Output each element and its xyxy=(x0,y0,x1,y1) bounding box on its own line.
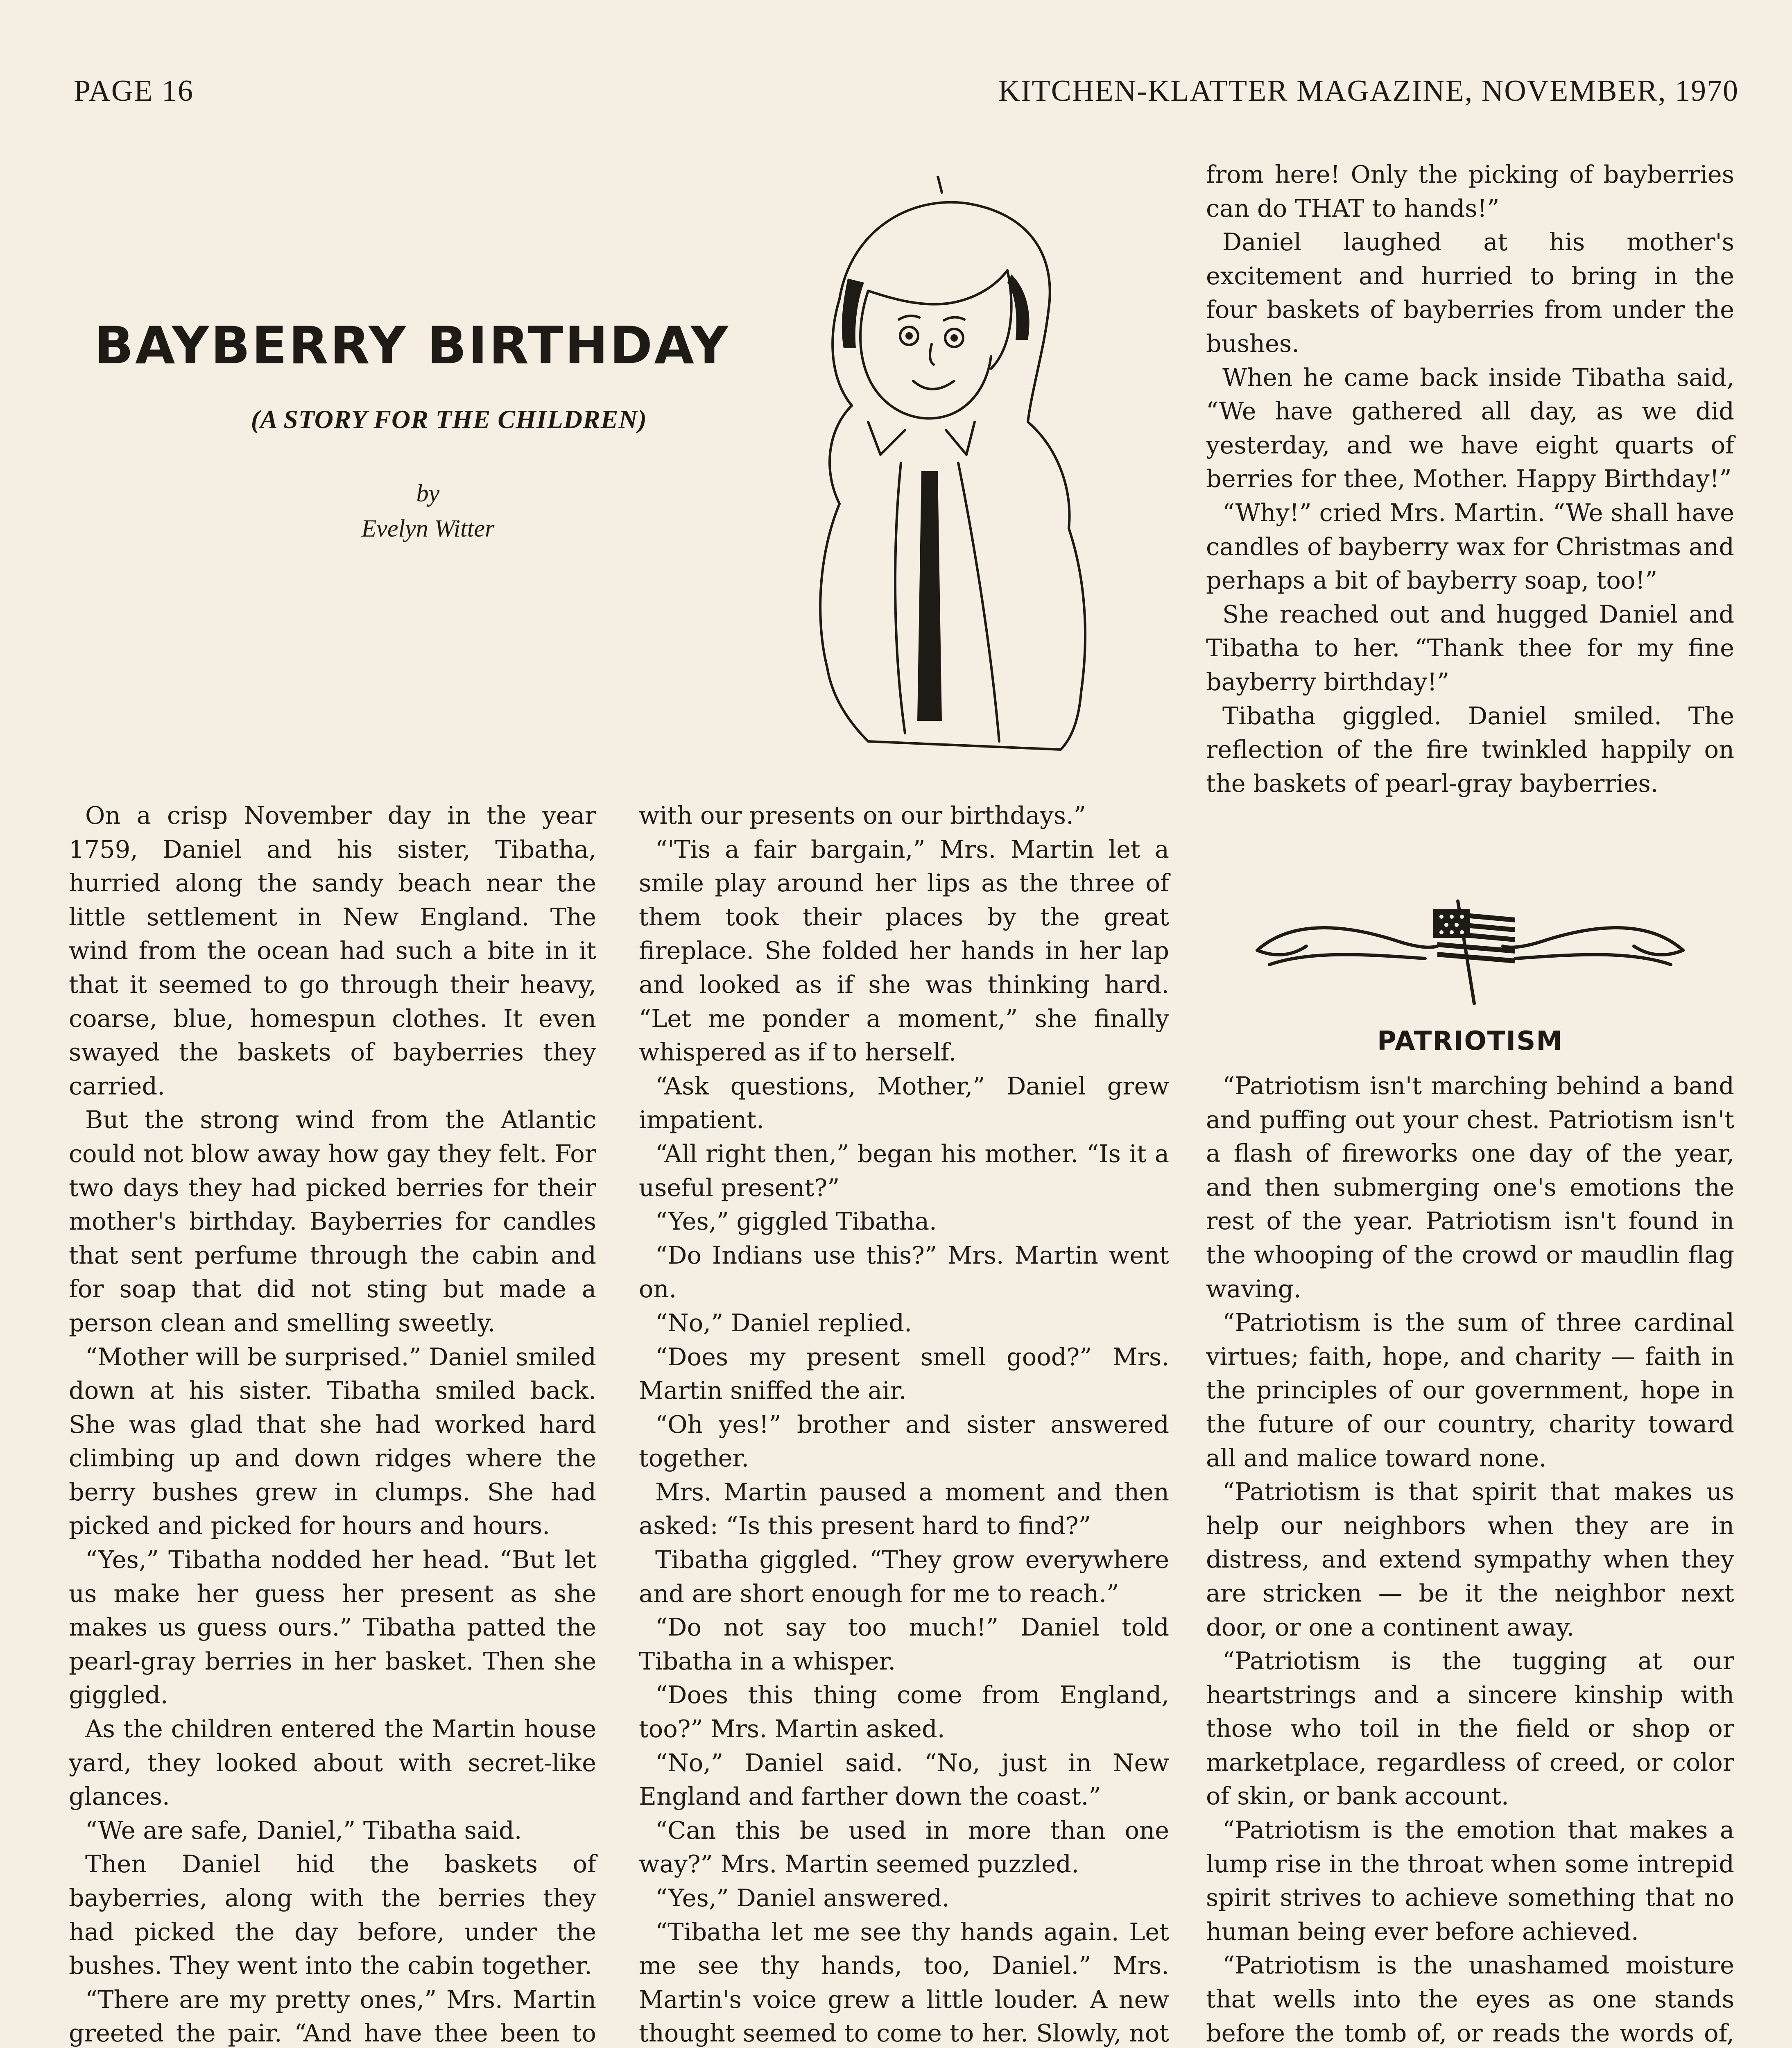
story-paragraph: with our presents on our birthdays.” xyxy=(639,801,1086,829)
patriotism-title: PATRIOTISM xyxy=(1377,1026,1563,1056)
story-paragraph: “Do Indians use this?” Mrs. Martin went on. xyxy=(639,1241,1169,1303)
story-paragraph: Tibatha giggled. Daniel smiled. The reflection of the fire twinkled happily on the baskets of pearl-gray bayberries. xyxy=(1206,701,1734,797)
pilgrim-girl-illustration xyxy=(745,176,1147,754)
story-paragraph: “All right then,” began his mother. “Is it a useful present?” xyxy=(639,1139,1169,1202)
story-column-2 xyxy=(639,799,1169,2048)
story-title: BAYBERRY BIRTHDAY xyxy=(94,315,730,376)
story-paragraph: “Why!” cried Mrs. Martin. “We shall have candles of bayberry wax for Christmas and perhaps a bit of bayberry soap, too!” xyxy=(1206,498,1734,595)
story-paragraph: “Do not say too much!” Daniel told Tibatha in a whisper. xyxy=(639,1613,1169,1675)
story-paragraph: “We are safe, Daniel,” Tibatha said. xyxy=(85,1816,522,1844)
story-paragraph: Then Daniel hid the baskets of bayberries, along with the berries they had picked the day before, under the bushes. They went into the cabin together. xyxy=(69,1850,596,1980)
byline xyxy=(94,476,647,546)
flag-ornament-icon xyxy=(1245,893,1695,1008)
story-paragraph: “No,” Daniel replied. xyxy=(655,1308,912,1337)
story-paragraph: from here! Only the picking of bayberries can do THAT to hands!” xyxy=(1206,160,1734,222)
story-paragraph: She reached out and hugged Daniel and Tibatha to her. “Thank thee for my fine bayberry birthday!” xyxy=(1206,600,1734,696)
story-paragraph: “Tibatha let me see thy hands again. Let me see thy hands, too, Daniel.” Mrs. Martin's voice grew a little louder. A new thought seemed to come to her. Slowly, not xyxy=(639,1917,1169,2048)
story-paragraph: “Yes,” giggled Tibatha. xyxy=(655,1207,937,1236)
story-paragraph: But the strong wind from the Atlantic could not blow away how gay they felt. For two days they had picked berries for their mother's birthday. Bayberries for candles that sent perfume through the cabin and for soap that did not sting but made a person clean and smelling sweetly. xyxy=(69,1106,596,1337)
story-paragraph: “Mother will be surprised.” Daniel smiled down at his sister. Tibatha smiled back. She was glad that she had worked hard climbing up and down ridges where the berry bushes grew in clumps. She had picked and picked for hours and hours. xyxy=(69,1342,596,1540)
story-paragraph: “Ask questions, Mother,” Daniel grew impatient. xyxy=(639,1072,1169,1134)
story-column-1 xyxy=(69,799,596,2048)
byline-by: by xyxy=(416,480,440,507)
patriotism-paragraph: “Patriotism is the sum of three cardinal virtues; faith, hope, and charity — faith in the principles of our government, hope in the future of our country, charity toward all and malice toward none. xyxy=(1206,1308,1734,1472)
patriotism-paragraph: “Patriotism is the unashamed moisture that wells into the eyes as one stands before the tomb of, or reads the words of, xyxy=(1206,1951,1734,2047)
page-number: PAGE 16 xyxy=(74,74,194,108)
story-paragraph: “'Tis a fair bargain,” Mrs. Martin let a smile play around her lips as the three of them took their places by the great fireplace. She folded her hands in her lap and looked as if she was thinking hard. “Let me ponder a moment,” she finally whispered as if to herself. xyxy=(639,835,1169,1067)
story-paragraph: “Can this be used in more than one way?” Mrs. Martin seemed puzzled. xyxy=(639,1816,1169,1878)
story-paragraph: When he came back inside Tibatha said, “We have gathered all day, as we did yesterday, and we have eight quarts of berries for thee, Mother. Happy Birthday!” xyxy=(1206,363,1734,493)
story-title-block xyxy=(94,315,730,546)
story-paragraph: “Does this thing come from England, too?” Mrs. Martin asked. xyxy=(639,1681,1169,1743)
story-paragraph: Daniel laughed at his mother's excitement and hurried to bring in the four baskets of bayberries from under the bushes. xyxy=(1206,228,1734,358)
story-paragraph: “Yes,” Tibatha nodded her head. “But let us make her guess her present as she makes us guess ours.” Tibatha patted the pearl-gray berries in her basket. Then she giggled. xyxy=(69,1545,596,1709)
story-paragraph: “Oh yes!” brother and sister answered together. xyxy=(639,1410,1169,1473)
patriotism-column xyxy=(1206,1069,1734,2048)
story-paragraph: “No,” Daniel said. “No, just in New England and farther down the coast.” xyxy=(639,1748,1169,1811)
author-name: Evelyn Witter xyxy=(361,515,495,542)
story-paragraph: “Does my present smell good?” Mrs. Martin sniffed the air. xyxy=(639,1342,1169,1405)
story-paragraph: On a crisp November day in the year 1759, Daniel and his sister, Tibatha, hurried along the sandy beach near the little settlement in New England. The wind from the ocean had such a bite in it that it seemed to go through their heavy, coarse, blue, homespun clothes. It even swayed the baskets of bayberries they carried. xyxy=(69,801,596,1100)
story-column-3 xyxy=(1206,158,1734,800)
story-paragraph: “There are my pretty ones,” Mrs. Martin greeted the pair. “And have thee been to xyxy=(69,1985,596,2048)
magazine-title: KITCHEN-KLATTER MAGAZINE, NOVEMBER, 1970 xyxy=(998,74,1739,108)
patriotism-paragraph: “Patriotism is the emotion that makes a lump rise in the throat when some intrepid spirit strives to achieve something that no human being ever before achieved. xyxy=(1206,1816,1734,1946)
story-paragraph: Tibatha giggled. “They grow everywhere and are short enough for me to reach.” xyxy=(639,1545,1169,1608)
story-subtitle: (A STORY FOR THE CHILDREN) xyxy=(251,405,647,434)
patriotism-paragraph: “Patriotism is the tugging at our heartstrings and a sincere kinship with those who toil in the field or shop or marketplace, regardless of creed, or color of skin, or bank account. xyxy=(1206,1647,1734,1810)
story-paragraph: Mrs. Martin paused a moment and then asked: “Is this present hard to find?” xyxy=(639,1477,1169,1540)
page-header xyxy=(74,74,1739,123)
story-paragraph: “Yes,” Daniel answered. xyxy=(655,1884,950,1912)
story-paragraph: As the children entered the Martin house yard, they looked about with secret-like glances. xyxy=(69,1715,596,1811)
patriotism-paragraph: “Patriotism isn't marching behind a band and puffing out your chest. Patriotism isn't a flash of fireworks one day of the year, and then submerging one's emotions the rest of the year. Patriotism isn't found in the whooping of the crowd or maudlin flag waving. xyxy=(1206,1072,1734,1303)
patriotism-paragraph: “Patriotism is that spirit that makes us help our neighbors when they are in distress, and extend sympathy when they are stricken — be it the neighbor next door, or one a continent away. xyxy=(1206,1477,1734,1641)
